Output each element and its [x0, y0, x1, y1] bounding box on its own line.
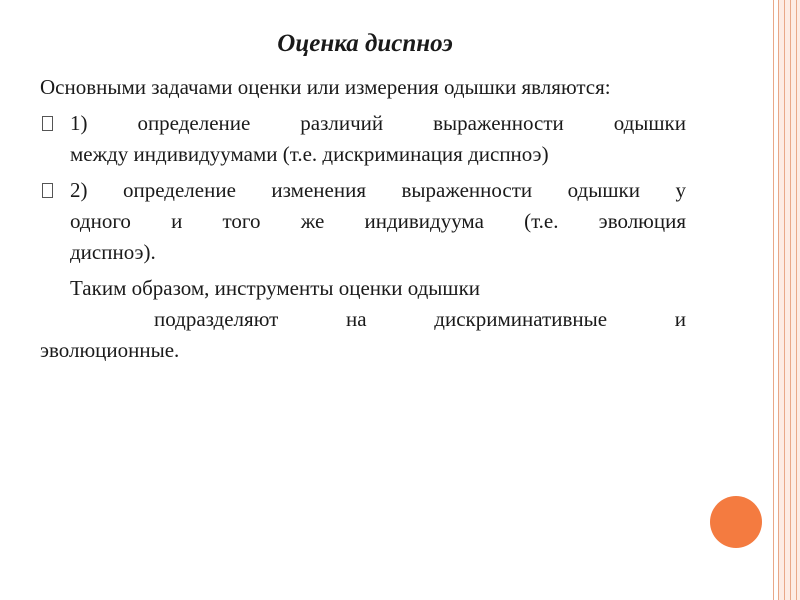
bullet-2-line-2: одного и того же индивидуума (т.е. эволюция — [70, 209, 686, 233]
summary-paragraph — [40, 273, 686, 304]
summary-line-1: Таким образом, инструменты оценки одышки — [70, 276, 481, 300]
intro-paragraph: Основными задачами оценки или измерения одышки являются: — [40, 75, 611, 99]
square-bullet-icon — [42, 183, 53, 198]
bullet-item-2 — [40, 175, 686, 268]
orange-circle-icon — [710, 496, 762, 548]
slide-title: Оценка диспноэ — [277, 30, 453, 57]
summary-continuation — [40, 304, 686, 366]
frame-line — [784, 0, 785, 600]
slide-body — [40, 72, 686, 366]
summary-line-3: эволюционные. — [40, 338, 180, 362]
summary-line-2: подразделяют на дискриминативные и — [154, 307, 686, 331]
frame-line — [790, 0, 791, 600]
bullet-1-line-2: между индивидуумами (т.е. дискриминация диспноэ) — [70, 142, 549, 166]
frame-line — [773, 0, 774, 600]
bullet-1-line-1: 1) определение различий выраженности одышки — [70, 111, 686, 135]
bullet-2-line-3: диспноэ). — [70, 240, 156, 264]
bullet-item-1 — [40, 108, 686, 170]
square-bullet-icon — [42, 116, 53, 131]
frame-line — [778, 0, 779, 600]
bullet-2-line-1: 2) определение изменения выраженности одышки у — [70, 178, 686, 202]
frame-line — [796, 0, 797, 600]
